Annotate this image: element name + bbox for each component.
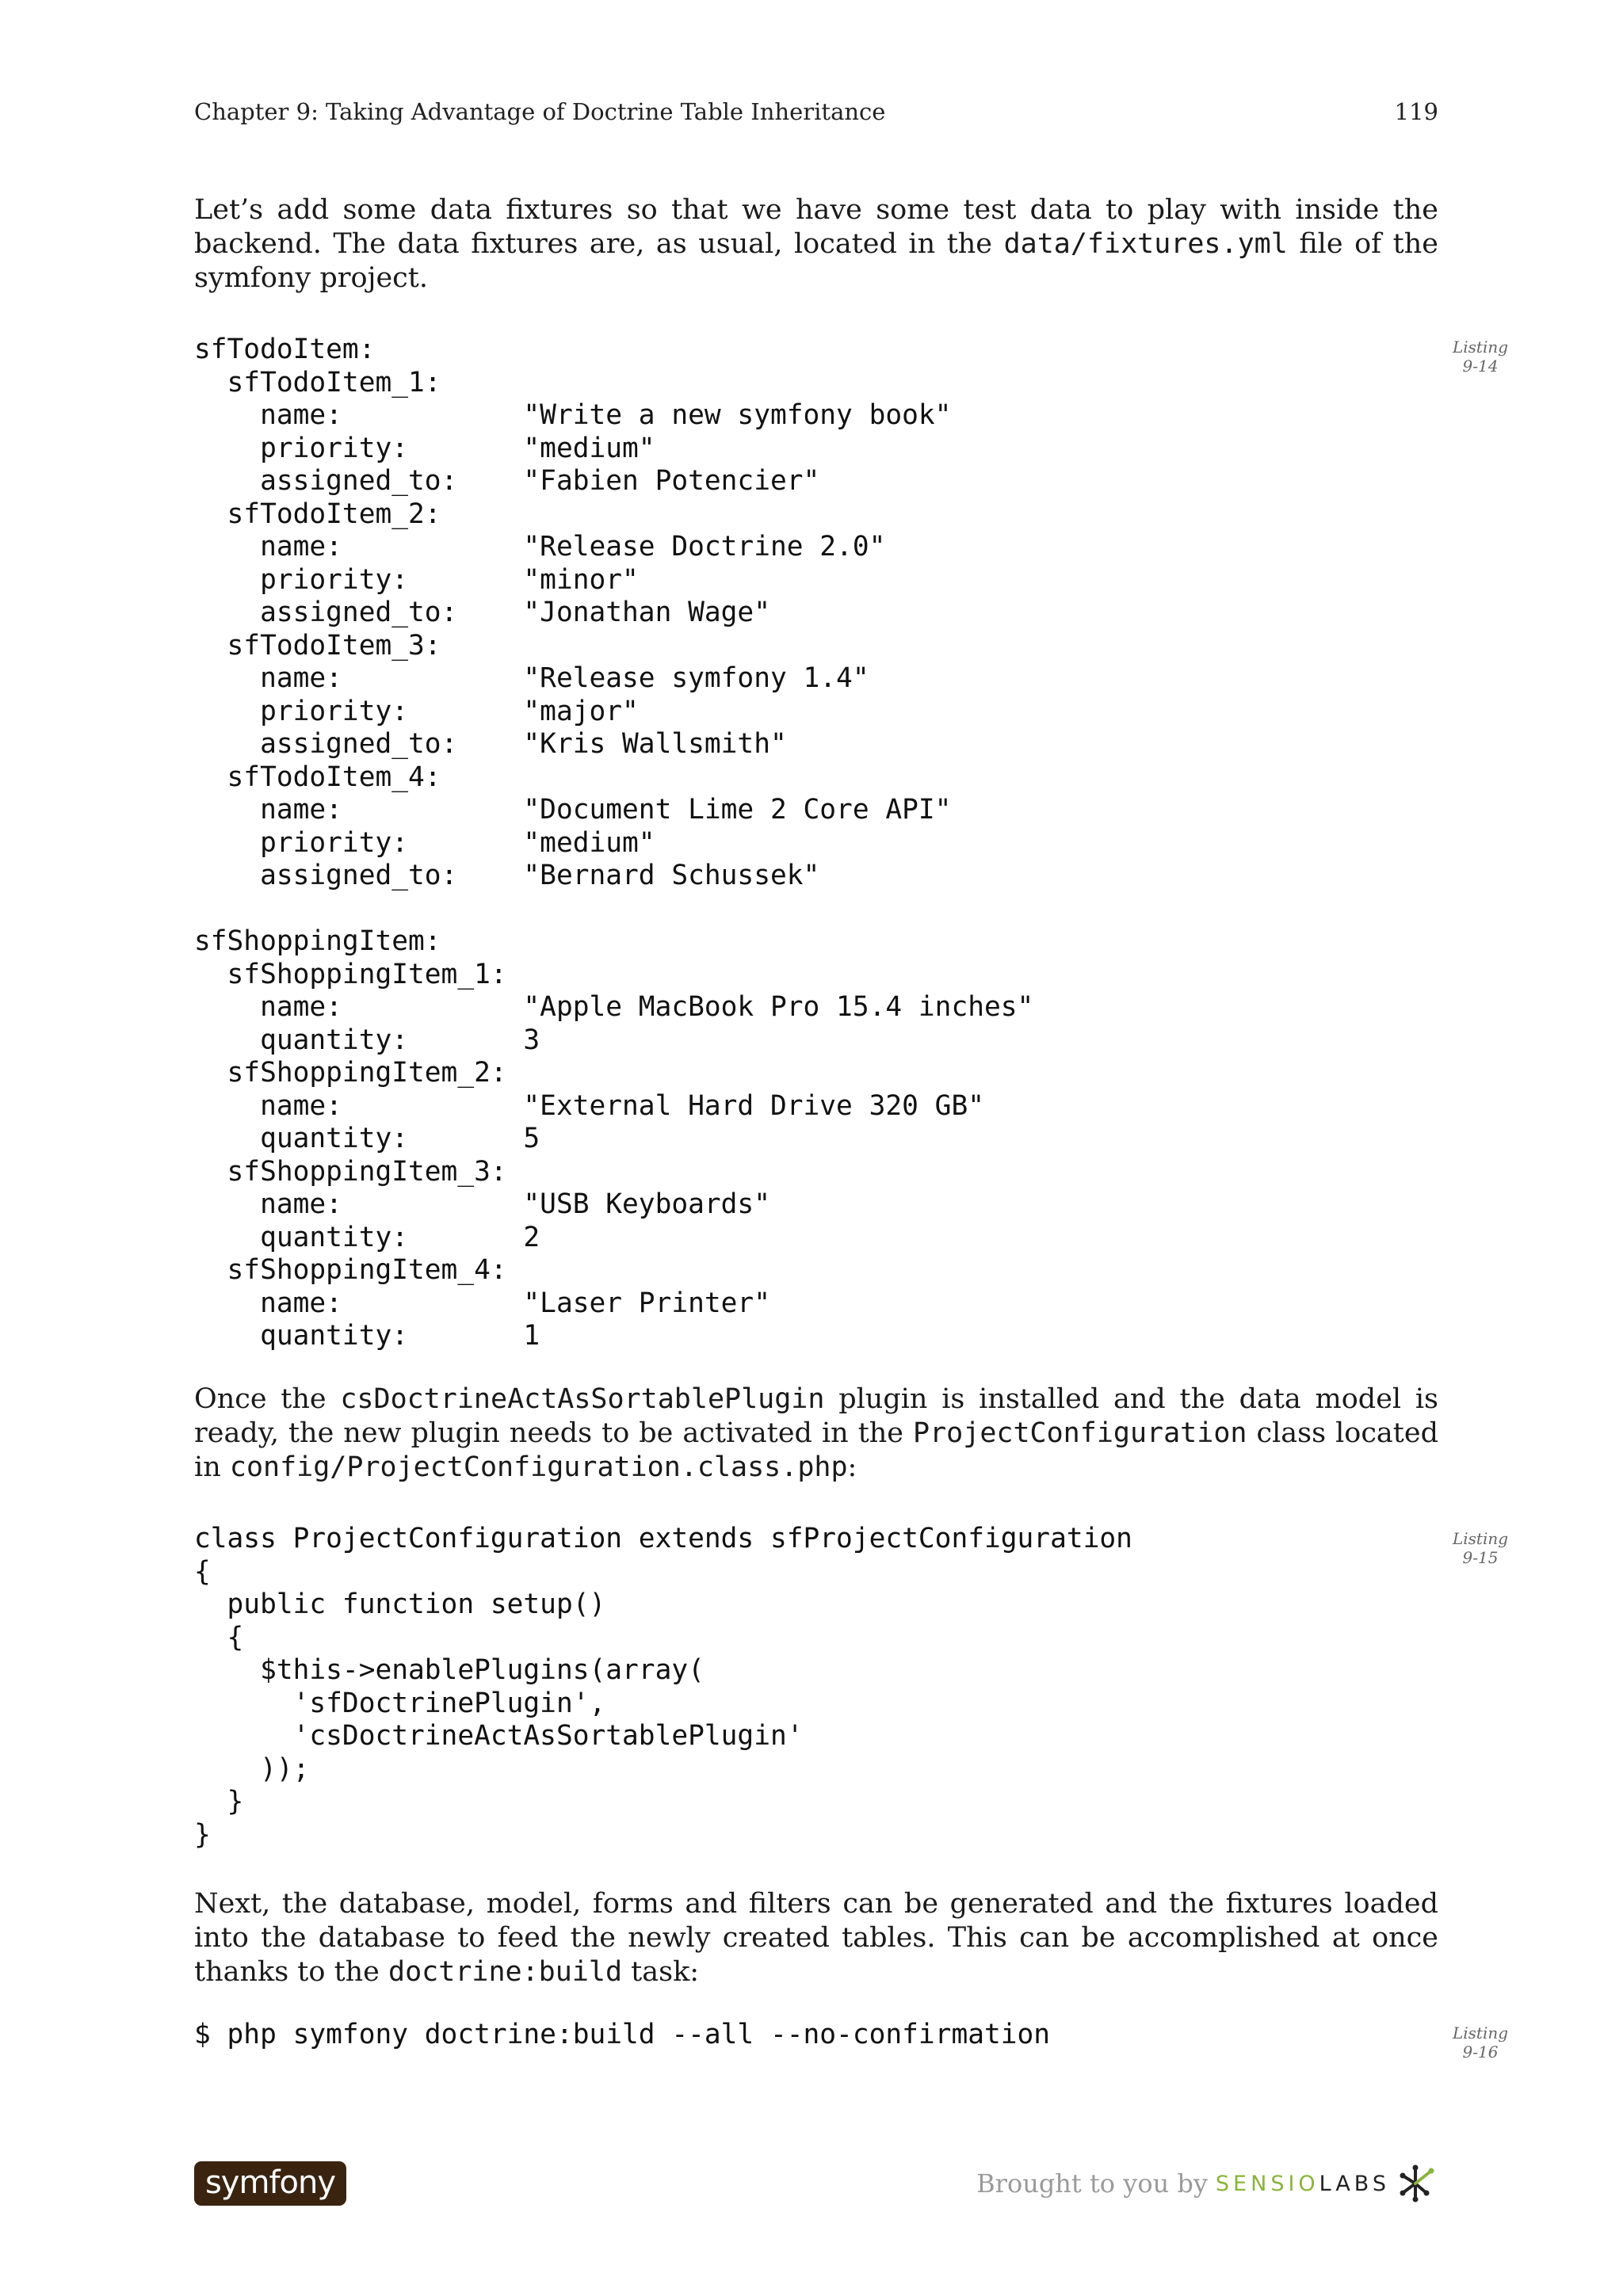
intro-text-2: file of the symfony project. [194,228,1438,294]
sensiolabs-asterisk-icon [1396,2163,1438,2204]
fixtures-path: data/fixtures.yml [1003,228,1288,260]
listing-label-text: Listing [1452,338,1509,357]
labs-wordmark: LABS [1319,2171,1390,2196]
build-text-1: Next, the database, model, forms and filters can be generated and the fixtures loaded into the database to feed the newly created tables. This can be accomplished at once thanks to the [194,1888,1438,1988]
intro-paragraph [194,193,1438,296]
code-listing-9-16: $ php symfony doctrine:build --all --no-confirmation [194,2019,1051,2050]
listing-label-text: Listing [1452,2023,1509,2042]
listing-number: 9-14 [1462,357,1499,376]
page-number: 119 [1394,98,1438,125]
listing-number: 9-15 [1462,1548,1499,1567]
listing-label-text: Listing [1452,1529,1509,1548]
plugin-paragraph [194,1383,1438,1485]
intro-text-1: Let’s add some data fixtures so that we have some test data to play with inside the backend. The data fixtures are, as usual, located in the [194,194,1438,260]
symfony-logo: symfony [194,2161,346,2206]
sensio-wordmark: SENSIO [1215,2171,1319,2196]
listing-label-9-14 [1444,338,1517,376]
listing-label-9-15 [1444,1529,1517,1567]
page-header [194,98,1438,130]
listing-number: 9-16 [1462,2042,1499,2061]
plugin-text-4: : [847,1451,857,1483]
plugin-text-3: class located in [194,1417,1438,1483]
chapter-title: Chapter 9: Taking Advantage of Doctrine Table Inheritance [194,98,886,125]
code-listing-9-15: class ProjectConfiguration extends sfProjectConfiguration { public function setup() { $this->enablePlugins(array( 'sfDoctrinePlugin', 'csDoctrineActAsSortablePlugin' )); } } [194,1523,1132,1851]
plugin-text-1: Once the [194,1383,341,1415]
brought-to-you-text: Brought to you by [976,2168,1208,2199]
build-text-2: task: [622,1956,700,1988]
sensiolabs-credit [976,2158,1438,2209]
listing-label-9-16 [1444,2023,1517,2061]
config-path: config/ProjectConfiguration.class.php [229,1451,848,1483]
class-name: ProjectConfiguration [913,1417,1247,1449]
build-task: doctrine:build [388,1956,623,1988]
plugin-text-2: plugin is installed and the data model is ready, the new plugin needs to be activated in the [194,1383,1439,1449]
build-paragraph [194,1887,1438,1989]
plugin-name: csDoctrineActAsSortablePlugin [340,1383,825,1415]
code-listing-9-14: sfTodoItem: sfTodoItem_1: name: "Write a new symfony book" priority: "medium" assigned_to: "Fabien Potencier" sfTodoItem_2: name: "Release Doctrine 2.0" priority: "minor" assigned_to: "Jonathan Wage" sfTodoItem_3: name: "Release symfony 1.4" priority: "major" assigned_to: "Kris Wallsmith" sfTodoItem_4: name: "Document Lime 2 Core API" priority: "medium" assigned_to: "Bernard Schussek" sfShoppingItem: sfShoppingItem_1: name: "Apple MacBook Pro 15.4 inches" quantity: 3 sfShoppingItem_2: name: "External Hard Drive 320 GB" quantity: 5 sfShoppingItem_3: name: "USB Keyboards" quantity: 2 sfShoppingItem_4: name: "Laser Printer" quantity: 1 [194,334,1034,1352]
